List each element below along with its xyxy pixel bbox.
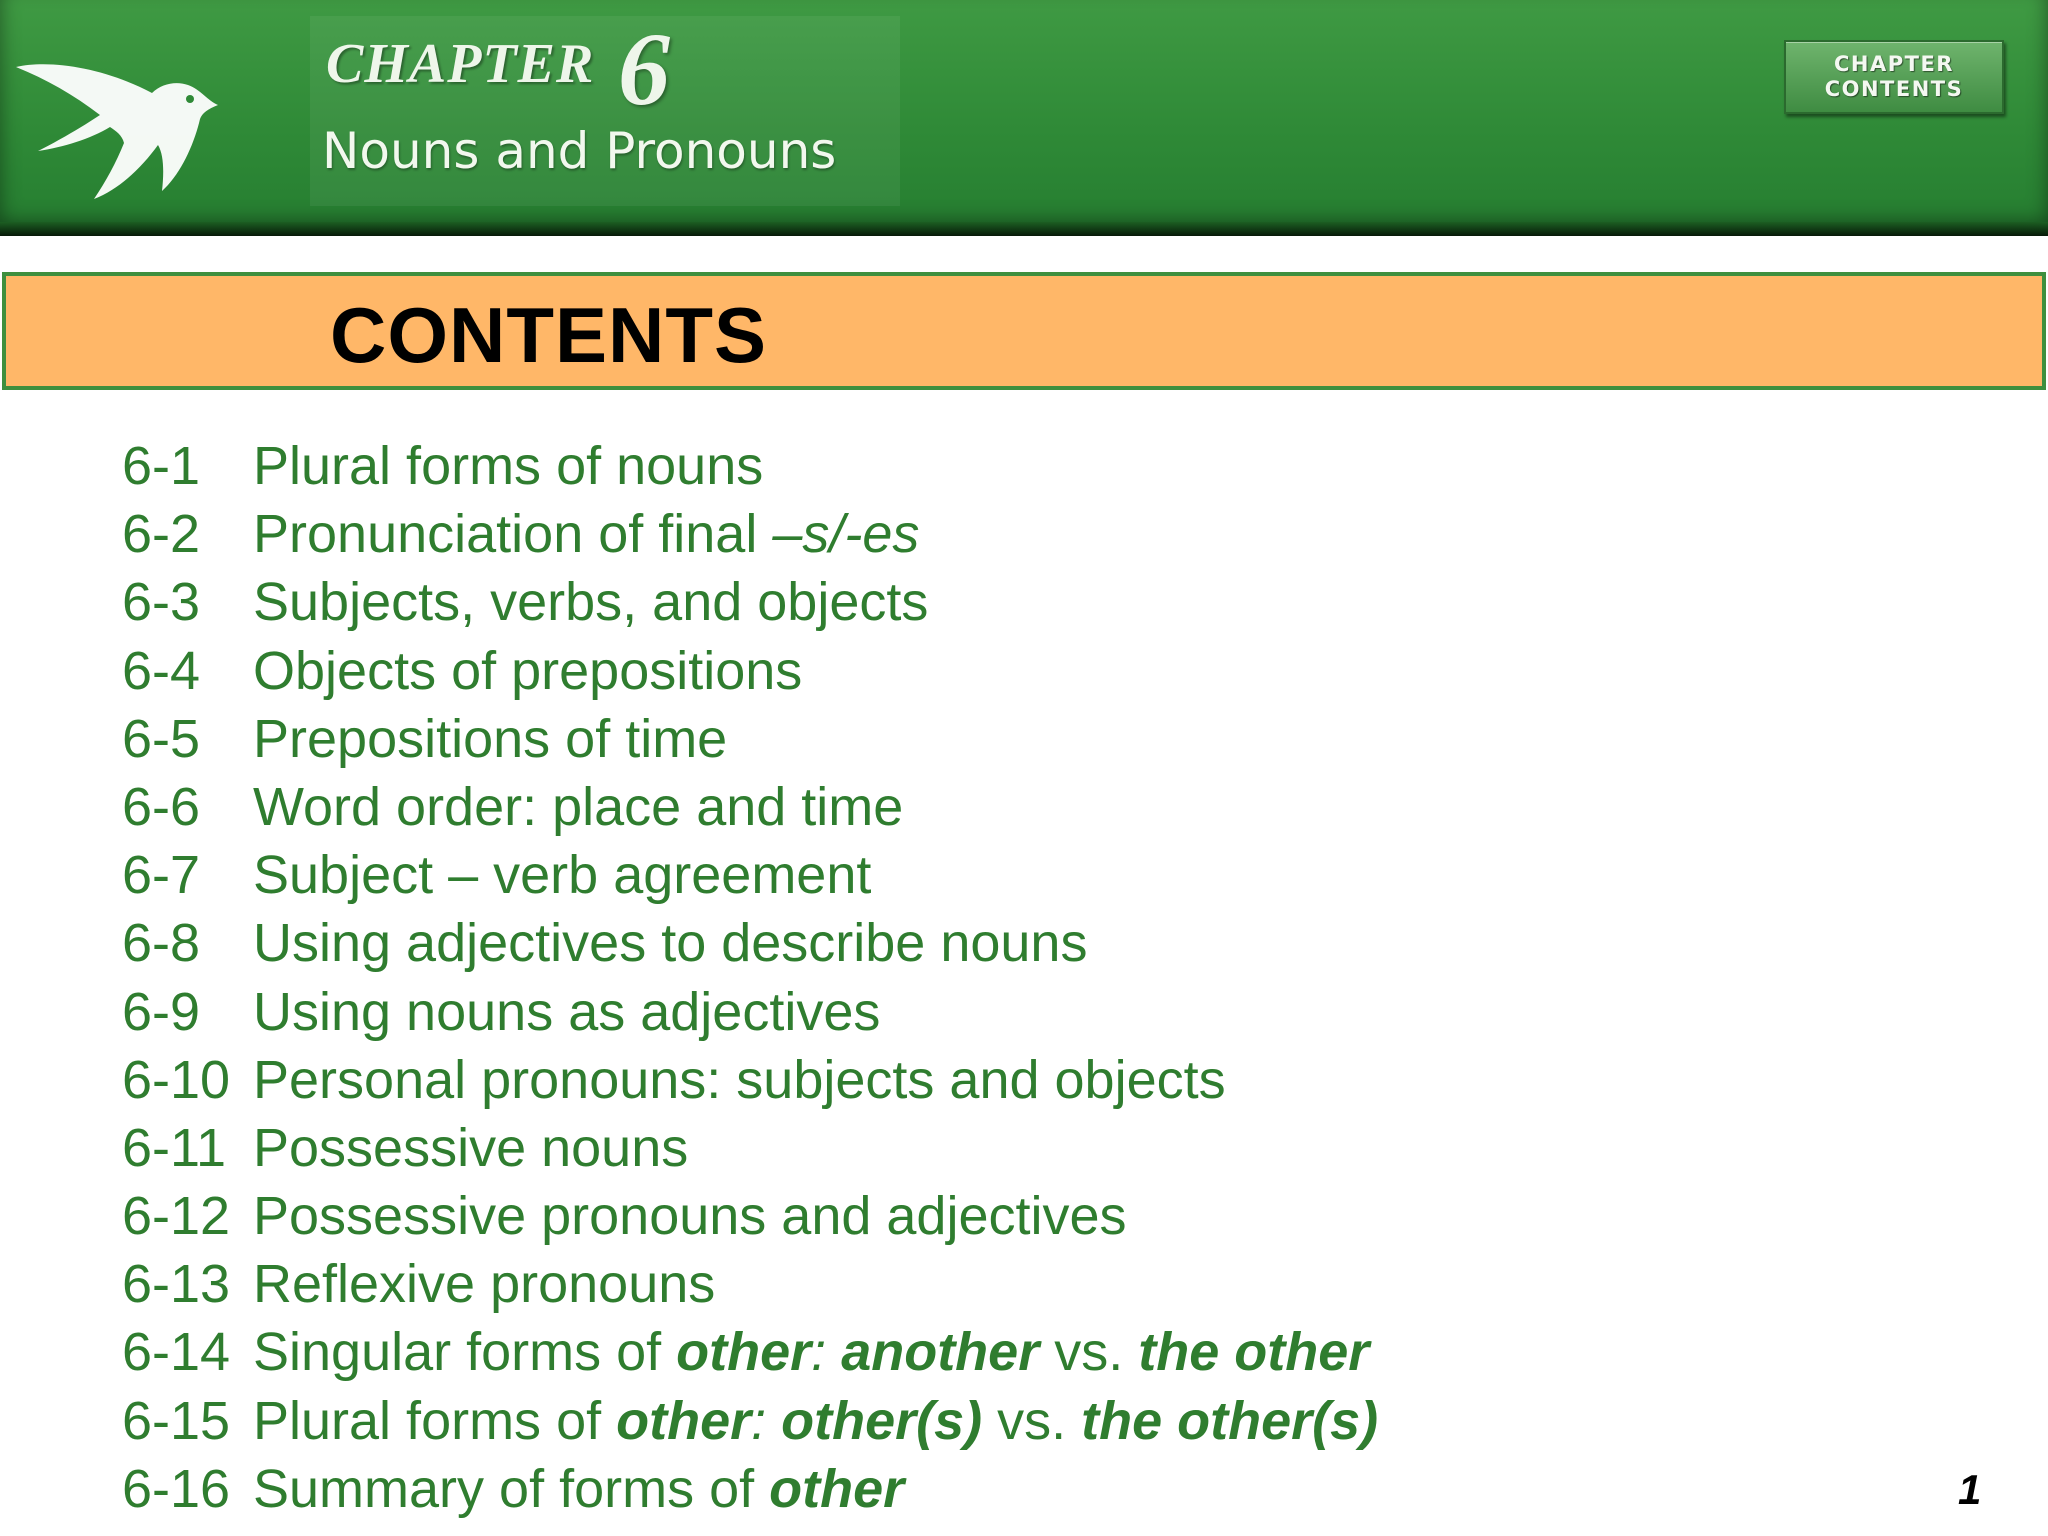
section-title-part: other: [616, 1390, 752, 1451]
section-number: 6-2: [122, 504, 201, 565]
section-title-part: the other: [1138, 1322, 1370, 1383]
contents-item[interactable]: [122, 1046, 1378, 1114]
section-number: 6-13: [122, 1254, 231, 1315]
section-title: [253, 982, 880, 1042]
section-title: [253, 913, 1087, 973]
chapter-label: CHAPTER: [326, 33, 595, 95]
section-title-part: Subject – verb agreement: [253, 845, 872, 906]
section-number: 6-14: [122, 1322, 231, 1383]
header-shadow-bar: [0, 222, 2048, 236]
contents-banner: [2, 272, 2046, 390]
contents-item[interactable]: [122, 1318, 1378, 1386]
section-title: [253, 1322, 1369, 1382]
section-title-part: another: [841, 1322, 1040, 1383]
contents-item[interactable]: [122, 1182, 1378, 1250]
section-number: 6-1: [122, 436, 201, 496]
section-title: [253, 572, 928, 632]
section-title-part: other: [769, 1458, 905, 1519]
contents-item[interactable]: [122, 705, 1378, 773]
section-title-part: Summary of forms of: [253, 1458, 770, 1519]
contents-item[interactable]: [122, 568, 1378, 636]
section-title-part: vs.: [982, 1390, 1082, 1451]
contents-item[interactable]: [122, 978, 1378, 1046]
section-title-part: Plural forms of nouns: [253, 436, 764, 496]
section-title: [253, 504, 919, 564]
section-number: 6-10: [122, 1049, 231, 1110]
section-number: 6-9: [122, 981, 201, 1042]
contents-button-line1: CHAPTER: [1834, 52, 1954, 76]
section-title: [253, 709, 727, 769]
contents-item[interactable]: [122, 1455, 1378, 1523]
contents-button-line2: CONTENTS: [1824, 77, 1964, 101]
bird-icon: [12, 55, 222, 200]
section-title: [253, 777, 903, 837]
section-title-part: the other(s): [1081, 1390, 1379, 1451]
section-title: [253, 1050, 1226, 1110]
section-title: [253, 1391, 1378, 1451]
contents-item[interactable]: [122, 500, 1378, 568]
section-title-part: Singular forms of: [253, 1322, 677, 1383]
section-number: 6-12: [122, 1186, 231, 1247]
section-title-part: Pronunciation of final: [253, 504, 773, 565]
section-title-part: :: [811, 1322, 842, 1383]
section-title: [253, 1186, 1127, 1246]
section-title-part: Possessive pronouns and adjectives: [253, 1186, 1127, 1247]
section-title-part: Possessive nouns: [253, 1117, 689, 1178]
section-title-part: Prepositions of time: [253, 708, 728, 769]
contents-item[interactable]: [122, 432, 1378, 500]
section-number: 6-7: [122, 845, 201, 906]
section-title-part: other(s): [781, 1390, 983, 1451]
section-title-part: Word order: place and time: [253, 776, 904, 837]
section-title-part: Personal pronouns: subjects and objects: [253, 1049, 1226, 1110]
chapter-header: [0, 0, 2048, 236]
section-title: [253, 845, 871, 905]
contents-item[interactable]: [122, 773, 1378, 841]
section-title-part: Reflexive pronouns: [253, 1254, 716, 1315]
section-number: 6-5: [122, 708, 201, 769]
chapter-contents-button[interactable]: [1784, 40, 2004, 114]
contents-list: [122, 432, 1378, 1523]
contents-item[interactable]: [122, 1387, 1378, 1455]
section-title: [253, 641, 802, 701]
section-title: [253, 436, 763, 496]
section-title-part: Using adjectives to describe nouns: [253, 913, 1088, 974]
section-title-part: Objects of prepositions: [253, 640, 803, 701]
section-number: 6-3: [122, 572, 201, 633]
section-title: [253, 1254, 715, 1314]
section-number: 6-4: [122, 640, 201, 701]
section-number: 6-16: [122, 1458, 231, 1519]
section-title-part: vs.: [1039, 1322, 1139, 1383]
section-number: 6-11: [122, 1117, 227, 1178]
contents-item[interactable]: [122, 1114, 1378, 1182]
section-title-part: Plural forms of: [253, 1390, 617, 1451]
section-title-part: –s/-es: [772, 504, 920, 565]
section-title-part: Using nouns as adjectives: [253, 981, 881, 1042]
section-number: 6-15: [122, 1390, 231, 1451]
chapter-title: Nouns and Pronouns: [322, 122, 837, 180]
section-title-part: other: [676, 1322, 812, 1383]
section-title: [253, 1459, 904, 1519]
chapter-number: 6: [618, 12, 670, 127]
section-title: [253, 1118, 688, 1178]
contents-item[interactable]: [122, 1250, 1378, 1318]
section-title-part: Subjects, verbs, and objects: [253, 572, 929, 633]
section-number: 6-8: [122, 913, 201, 974]
page-number: 1: [1958, 1466, 1982, 1513]
contents-item[interactable]: [122, 909, 1378, 977]
contents-item[interactable]: [122, 841, 1378, 909]
section-number: 6-6: [122, 776, 201, 837]
section-title-part: :: [751, 1390, 782, 1451]
contents-heading: CONTENTS: [330, 291, 767, 379]
contents-item[interactable]: [122, 637, 1378, 705]
